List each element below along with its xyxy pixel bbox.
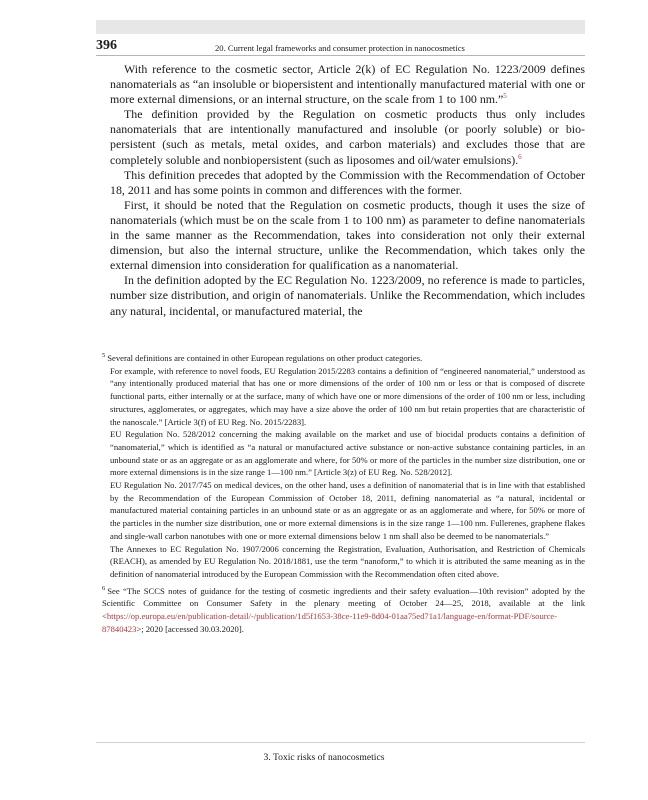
running-head: 20. Current legal frameworks and consumer protection in nanocosmetics: [215, 43, 465, 53]
footnote-ref-6[interactable]: 6: [518, 152, 522, 161]
footnotes: [102, 352, 585, 635]
paragraph-3: This definition precedes that adopted by the Commission with the Recommendation of October 18, 2011 and has some points in common and differences with the former.: [110, 167, 585, 197]
page-footer: 3. Toxic risks of nanocosmetics: [263, 752, 385, 763]
footnote-5: [102, 352, 585, 581]
footnote-5-para-2: EU Regulation No. 528/2012 concerning the making available on the market and use of biocidal products contains a definition of “nanomaterial,” which is identified as “a natural or manufactured active substance or non-active substance containing particles, in an unbound state or as an aggregate or as an agglomerate and where, for 50% or more of the particles in the number size distribution, one or more external dimensions is in the size range 1—100 nm.” [Article 3(z) of EU Reg. No. 528/2012].: [110, 429, 585, 478]
footnote-5-para-4: The Annexes to EC Regulation No. 1907/2006 concerning the Registration, Evaluation, Authorisation, and Restriction of Chemicals (REACH), as amended by EU Regulation No. 2018/1881, use the term “nanoform,” to which it is attributed the same meaning as in the definition of nanomaterial introduced by the European Commission with the Recommendation often cited above.: [110, 543, 585, 579]
footnote-6: $^6$ See “The SCCS notes of guidance for the testing of cosmetic ingredients and their safety evaluation—10th revision” adopted by the Scientific Committee on Consumer Safety in the plenary meeting of October 24—25, 2018, available at the link <https://op.europa.eu/en/publication-detail/-/publication/1d5f1653-38ce-11e9-8d04-01aa75ed71a1/language-en/format-PDF/source-87840423>; 2020 [accessed 30.03.2020].: [102, 584, 585, 634]
paragraph-1: With reference to the cosmetic sector, Article 2(k) of EC Regulation No. 1223/2009 defines nanomaterials as “an insoluble or biopersistent and intentionally manufactured material with one or more external dimensions, or an internal structure, on the scale from 1 to 100 nm.”$^5$: [110, 62, 585, 107]
footnote-5-para-3: EU Regulation No. 2017/745 on medical devices, on the other hand, uses a definition of nanomaterial that is in line with that established by the Recommendation of the European Commission of October 18, 2011, defining nanomaterial as “a natural, incidental or manufactured material containing particles in an unbound state or as an aggregate or as an agglomerate and where, for 50% or more of the particles in the number size distribution, one or more external dimensions is in the size range 1—100 nm. Fullerenes, graphene flakes and single-wall carbon nanotubes with one or more external dimensions below 1 nm shall also be deemed to be nanomaterials.”: [110, 480, 585, 541]
paragraph-5: In the definition adopted by the EC Regulation No. 1223/2009, no reference is made to particles, number size distribution, and origin of nanomaterials. Unlike the Recommendation, which includes any natural, incidental, or manufactured material, the: [110, 273, 585, 318]
footer-rule: [96, 742, 585, 743]
footnote-5-intro: Several definitions are contained in other European regulations on other product categories.: [107, 353, 423, 363]
footnote-ref-5[interactable]: 5: [503, 92, 507, 101]
main-text: [110, 62, 585, 319]
footnote-5-para-1: For example, with reference to novel foods, EU Regulation 2015/2283 contains a definition of “engineered nanomaterial,” understood as “any intentionally produced material that has one or more dimensions of the order of 100 nm or less or that is composed of discrete functional parts, either internally or at the surface, many of which have one or more dimensions of the order of 100 nm or less, including structures, agglomerates, or aggregates, which may have a size above the order of 100 nm but retain properties that are characteristic of the nanoscale.” [Article 3(f) of EU Reg. No. 2015/2283].: [110, 365, 585, 427]
paragraph-2: The definition provided by the Regulation on cosmetic products thus only includes nanomaterials that are intentionally manufactured and insoluble (or poorly soluble) or bio-persistent (such as metals, metal oxides, and carbon materials) and excludes those that are completely soluble and nonbiopersistent (such as liposomes and oil/water emulsions).$^6$: [110, 107, 585, 167]
footnote-mark-6: 6: [102, 584, 106, 592]
paragraph-4: First, it should be noted that the Regulation on cosmetic products, though it uses the size of nanomaterials (which must be on the scale from 1 to 100 nm) as parameter to define nanomaterials in the same manner as the Recommendation, takes into consideration not only their external dimension, but also the internal structure, unlike the Recommendation, which takes only the external dimension into consideration for qualification as a nanomaterial.: [110, 197, 585, 273]
sccs-guidance-link[interactable]: https://op.europa.eu/en/publication-detail/-/publication/1d5f1653-38ce-11e9-8d04-01aa75ed71a1/language-en/format-PDF/source-87840423: [102, 611, 558, 634]
footnote-mark-5: 5: [102, 352, 106, 360]
page-number: 396: [96, 38, 117, 53]
header-bar: [96, 20, 585, 34]
header-rule: [96, 55, 585, 56]
